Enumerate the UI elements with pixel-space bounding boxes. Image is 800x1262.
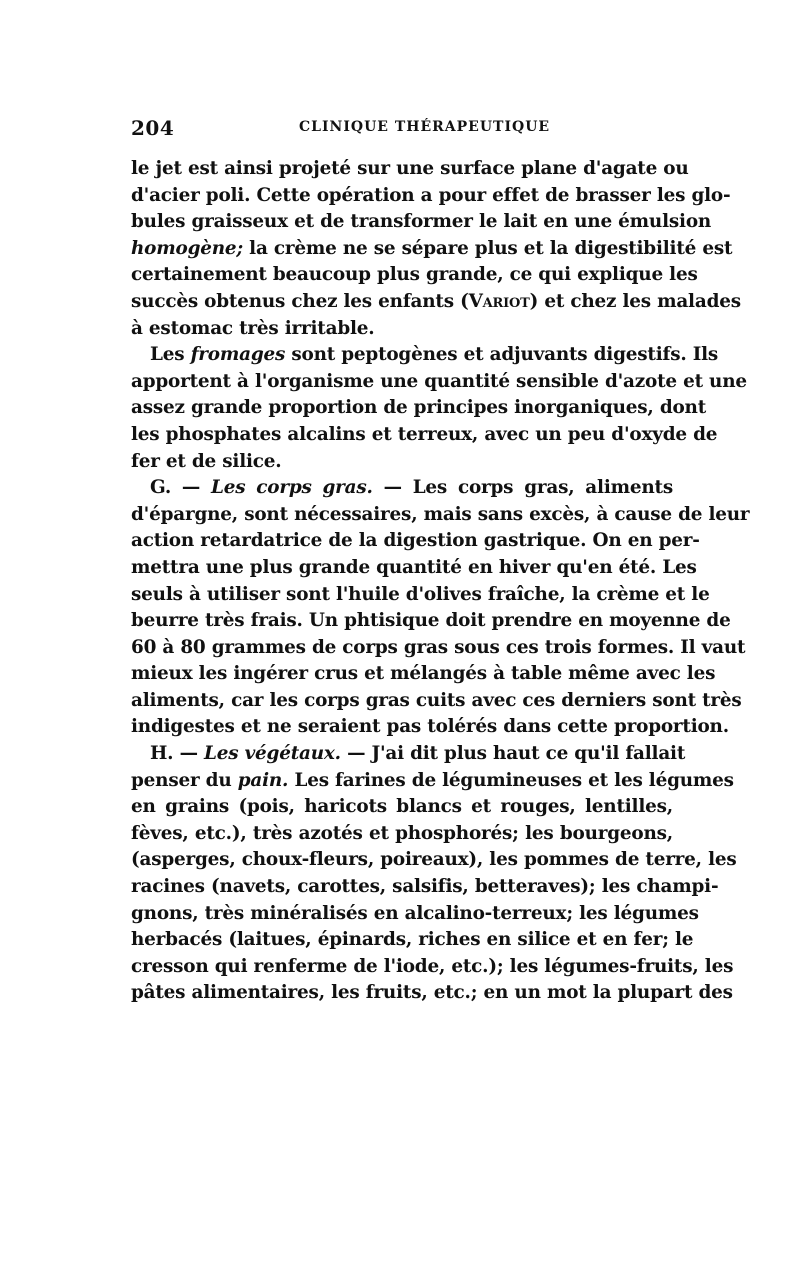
text-segment: H. — [150,743,204,765]
text-line [131,183,731,210]
text-segment: le jet est ainsi projeté sur une surface plane d'agate ou [131,158,689,179]
text-line [131,768,734,795]
text-segment: beurre très frais. Un phtisique doit prendre en moyenne de [131,610,731,632]
text-segment: seuls à utiliser sont l'huile d'olives fraîche, la crème et le [131,583,710,605]
text-segment: pâtes alimentaires, les fruits, etc.; en un mot la plupart des [131,982,733,1004]
text-segment: succès obtenus chez les enfants ( [131,290,469,312]
text-segment: aliments, car les corps gras cuits avec ces derniers sont très [131,689,742,711]
text-segment: à estomac très irritable. [131,317,375,339]
text-segment: — J'ai dit plus haut ce qu'il fallait [340,743,686,765]
text-line [131,262,698,289]
text-line [131,874,719,901]
italic-text: homogène; [131,237,243,259]
running-title: CLINIQUE THÉRAPEUTIQUE [299,119,551,135]
text-line [131,289,741,316]
text-segment: — Les corps gras, aliments [372,477,673,499]
text-segment: G. — [150,477,212,499]
page-number: 204 [131,116,175,140]
text-segment: herbacés (laitues, épinards, riches en silice et en fer; le [131,929,694,951]
text-line [131,741,686,768]
text-segment: ) et chez les malades [529,290,741,312]
italic-text: Les végétaux. [203,743,341,765]
text-segment: racines (navets, carottes, salsifis, betteraves); les champi- [131,876,719,898]
text-segment: assez grande proportion de principes inorganiques, dont [131,397,707,419]
italic-text: pain. [237,769,289,791]
text-segment: apportent à l'organisme une quantité sensible d'azote et une [131,370,747,392]
text-line [131,688,742,715]
italic-text: Les corps gras. [211,477,373,499]
text-segment: en grains (pois, haricots blancs et rouges, lentilles, [131,796,673,818]
text-segment: la crème ne se sépare plus et la digestibilité est [242,237,733,259]
text-line [131,714,729,741]
text-segment: fer et de silice. [131,450,282,472]
text-line [131,555,697,582]
text-segment: cresson qui renferme de l'iode, etc.); les légumes-fruits, les [131,955,734,977]
text-segment: Les farines de légumineuses et les légumes [288,769,734,791]
text-line [131,927,694,954]
text-segment: mettra une plus grande quantité en hiver qu'en été. Les [131,556,697,578]
text-line [131,608,731,635]
text-segment: mieux les ingérer crus et mélangés à table même avec les [131,663,716,685]
text-line [131,449,673,476]
text-line [131,502,750,529]
text-line [131,821,673,848]
text-segment: certainement beaucoup plus grande, ce qui explique les [131,264,698,286]
text-segment: fèves, etc.), très azotés et phosphorés; les bourgeons, [131,822,673,844]
text-line [131,528,700,555]
italic-text: fromages [190,344,286,366]
text-segment: indigestes et ne seraient pas tolérés dans cette proportion. [131,716,729,738]
text-line [131,395,707,422]
text-line [131,236,733,263]
text-line [131,342,719,369]
text-segment: action retardatrice de la digestion gastrique. On en per- [131,530,700,552]
text-segment: penser du [131,769,238,791]
text-segment: Les [150,344,191,366]
text-segment: 60 à 80 grammes de corps gras sous ces trois formes. Il vaut [131,636,746,658]
text-line [131,954,734,981]
body-text [131,156,750,1007]
text-segment: gnons, très minéralisés en alcalino-terreux; les légumes [131,902,699,924]
text-line [131,422,718,449]
small-caps-text: Variot [468,290,530,312]
text-segment: bules graisseux et de transformer le lait en une émulsion [131,211,712,233]
text-line [131,209,712,236]
text-line [131,582,710,609]
text-line [131,661,716,688]
text-line [131,156,689,183]
text-line [131,369,747,396]
text-line [131,475,673,502]
text-segment: les phosphates alcalins et terreux, avec un peu d'oxyde de [131,423,718,445]
text-line [131,980,733,1007]
text-line [131,847,737,874]
running-head [131,116,673,142]
text-line [131,794,673,821]
text-segment: d'épargne, sont nécessaires, mais sans excès, à cause de leur [131,503,750,525]
text-line [131,901,699,928]
text-line [131,635,746,662]
text-segment: d'acier poli. Cette opération a pour effet de brasser les glo- [131,184,731,206]
text-line [131,316,673,343]
text-segment: sont peptogènes et adjuvants digestifs. Ils [285,344,719,366]
text-segment: (asperges, choux-fleurs, poireaux), les pommes de terre, les [131,849,737,871]
